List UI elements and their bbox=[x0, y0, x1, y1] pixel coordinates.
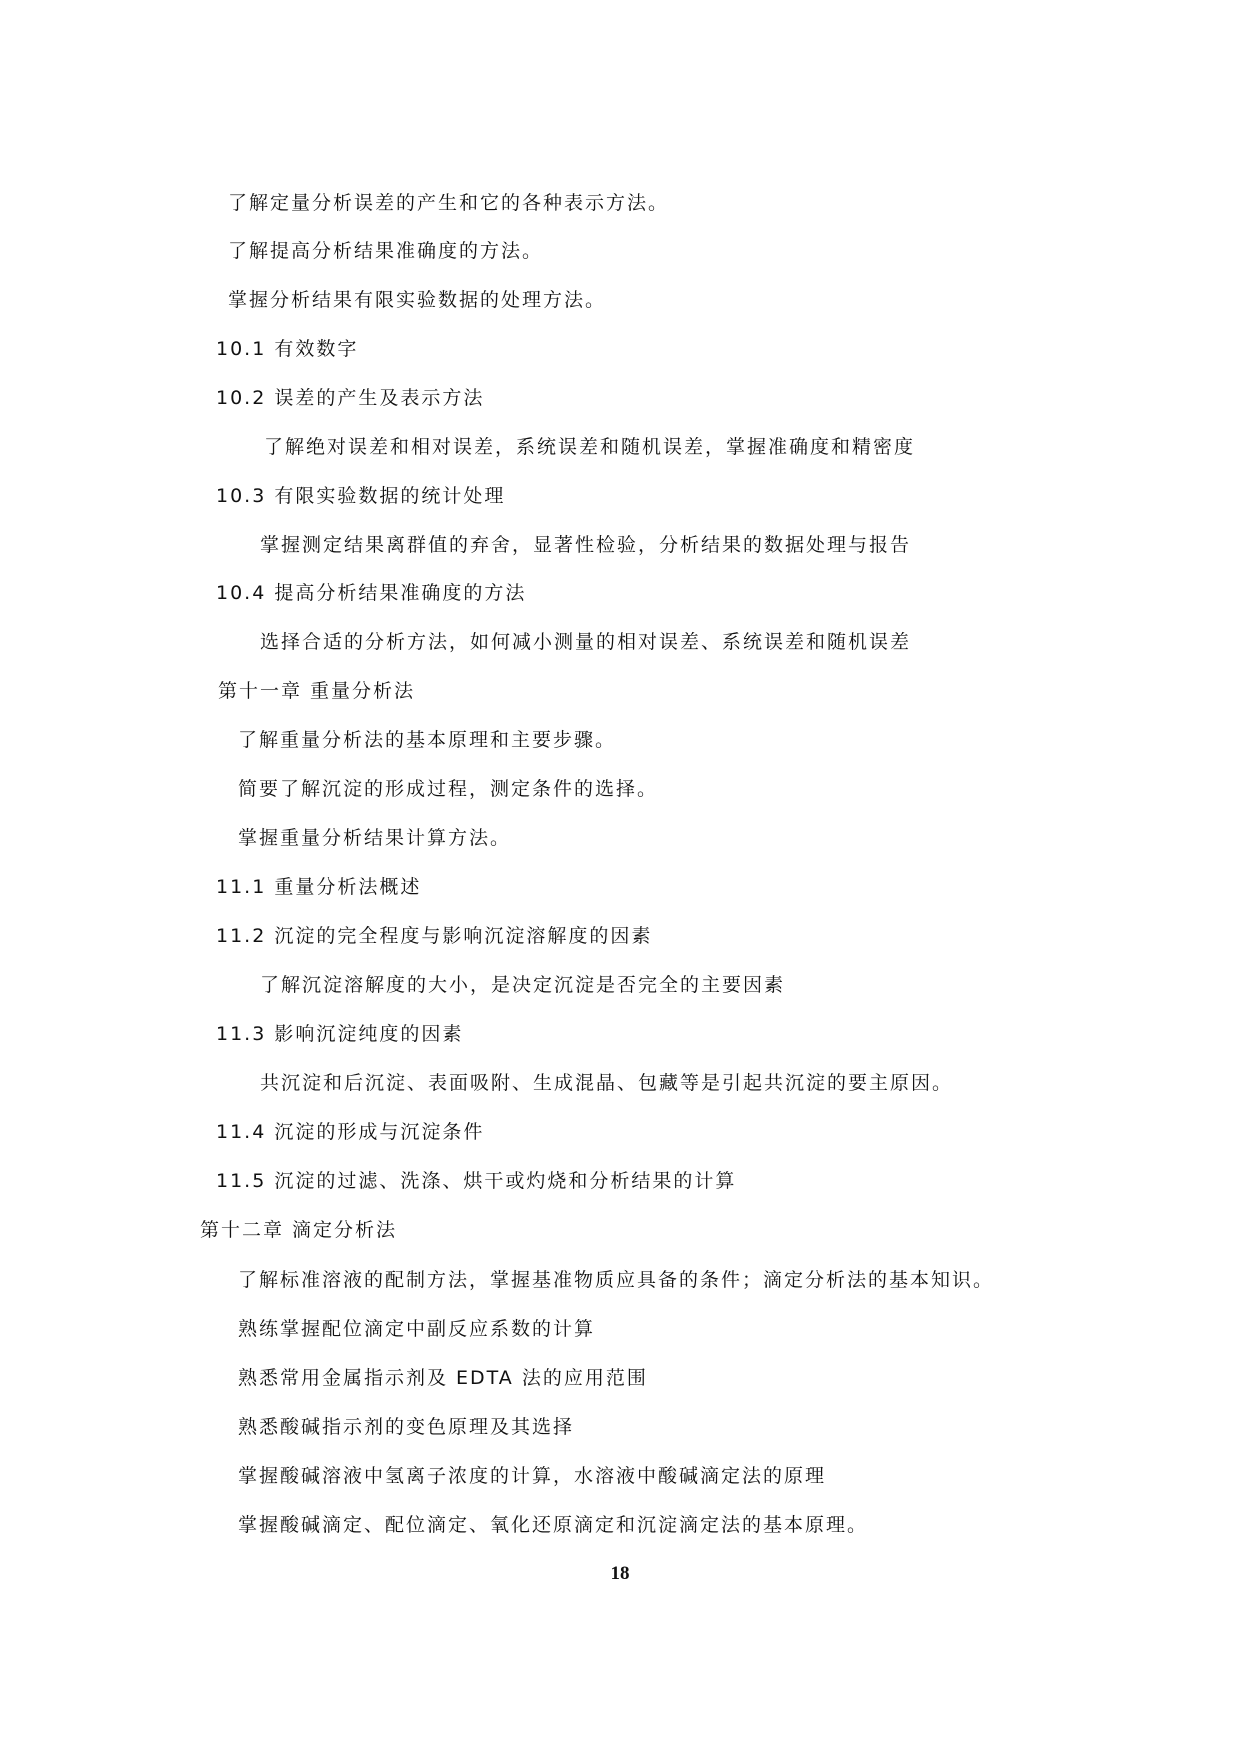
text-line: 了解提高分析结果准确度的方法。 bbox=[228, 240, 544, 262]
section-heading: 11.3 影响沉淀纯度的因素 bbox=[216, 1023, 464, 1045]
section-heading: 11.2 沉淀的完全程度与影响沉淀溶解度的因素 bbox=[216, 925, 653, 947]
section-heading: 11.1 重量分析法概述 bbox=[216, 876, 422, 898]
text-line: 了解沉淀溶解度的大小，是决定沉淀是否完全的主要因素 bbox=[260, 974, 786, 996]
section-heading: 11.5 沉淀的过滤、洗涤、烘干或灼烧和分析结果的计算 bbox=[216, 1170, 737, 1192]
page-number: 18 bbox=[610, 1563, 630, 1584]
chapter-heading: 第十一章 重量分析法 bbox=[218, 680, 416, 702]
text-line: 了解绝对误差和相对误差，系统误差和随机误差，掌握准确度和精密度 bbox=[264, 436, 916, 458]
text-line: 熟练掌握配位滴定中副反应系数的计算 bbox=[238, 1318, 596, 1340]
text-line: 了解标准溶液的配制方法，掌握基准物质应具备的条件；滴定分析法的基本知识。 bbox=[238, 1269, 995, 1291]
text-line: 共沉淀和后沉淀、表面吸附、生成混晶、包藏等是引起共沉淀的要主原因。 bbox=[260, 1072, 954, 1094]
section-heading: 10.3 有限实验数据的统计处理 bbox=[216, 485, 506, 507]
text-line: 掌握酸碱溶液中氢离子浓度的计算，水溶液中酸碱滴定法的原理 bbox=[238, 1465, 827, 1487]
text-line: 掌握酸碱滴定、配位滴定、氧化还原滴定和沉淀滴定法的基本原理。 bbox=[238, 1514, 869, 1536]
section-heading: 10.2 误差的产生及表示方法 bbox=[216, 387, 485, 409]
text-line: 熟悉酸碱指示剂的变色原理及其选择 bbox=[238, 1416, 575, 1438]
text-line: 了解定量分析误差的产生和它的各种表示方法。 bbox=[228, 192, 670, 214]
section-heading: 11.4 沉淀的形成与沉淀条件 bbox=[216, 1121, 485, 1143]
text-line: 简要了解沉淀的形成过程，测定条件的选择。 bbox=[238, 778, 659, 800]
text-line: 熟悉常用金属指示剂及 EDTA 法的应用范围 bbox=[238, 1367, 648, 1389]
section-heading: 10.4 提高分析结果准确度的方法 bbox=[216, 582, 527, 604]
text-line: 掌握重量分析结果计算方法。 bbox=[238, 827, 512, 849]
text-line: 掌握分析结果有限实验数据的处理方法。 bbox=[228, 289, 607, 311]
text-line: 了解重量分析法的基本原理和主要步骤。 bbox=[238, 729, 617, 751]
chapter-heading: 第十二章 滴定分析法 bbox=[200, 1219, 398, 1241]
text-line: 掌握测定结果离群值的弃舍，显著性检验，分析结果的数据处理与报告 bbox=[260, 534, 912, 556]
text-line: 选择合适的分析方法，如何减小测量的相对误差、系统误差和随机误差 bbox=[260, 631, 912, 653]
section-heading: 10.1 有效数字 bbox=[216, 338, 359, 360]
